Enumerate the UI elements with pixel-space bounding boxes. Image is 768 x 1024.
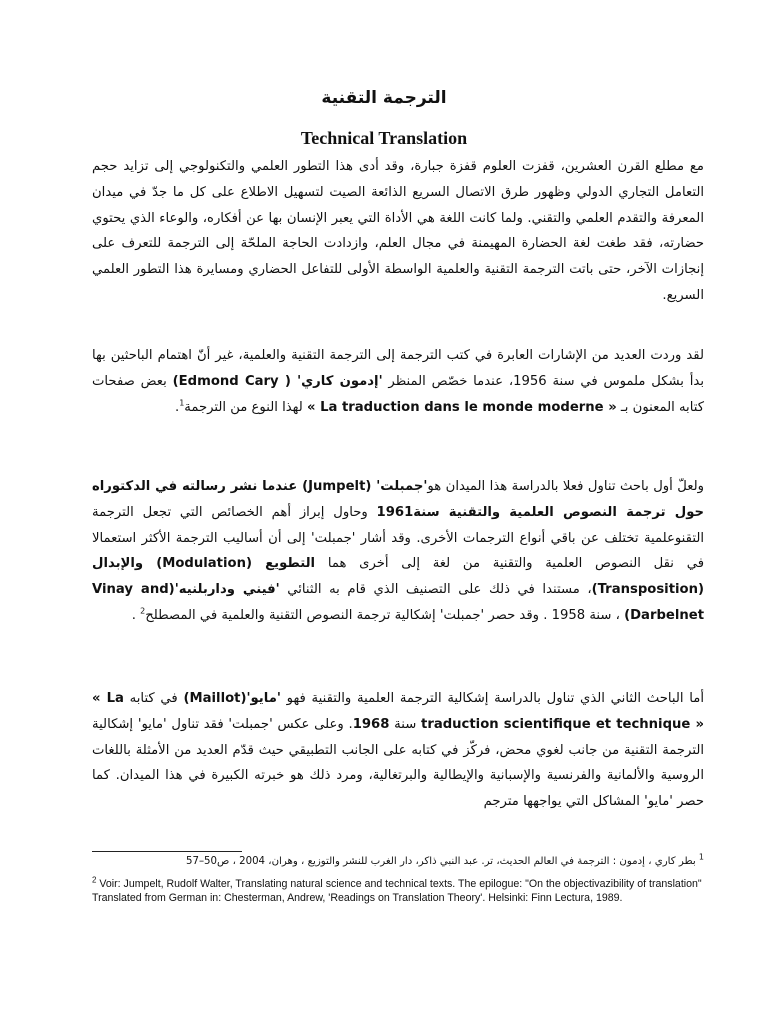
- paragraph-3-text-c: ، مستندا في ذلك على التصنيف الذي قام به الثنائي: [279, 582, 592, 598]
- author-jumpelt-thesis: 'جمبلت' (Jumpelt) عندما نشر رسالته في الدكتوراه حول ترجمة النصوص العلمية والتقنية سنة1961: [92, 479, 704, 520]
- page-title-english: Technical Translation: [300, 128, 468, 148]
- paragraph-3-text-b: وحاول إبراز أهم الخصائص التي تجعل الترجمة التقنوعلمية تختلف عن باقي أنواع الترجمات الأخرى. وقد أشار 'جمبلت' إلى أن أساليب الترجمة الأكثر استعمالا في نقل النصوص العلمية والتقنية من لغة إلى أخرى هما: [92, 504, 704, 572]
- author-cary-name: 'إدمون كاري' ( Edmond Cary): [172, 373, 383, 389]
- paragraph-2-text-c: لهذا النوع من الترجمة: [184, 399, 307, 415]
- paragraph-4-text-a: أما الباحث الثاني الذي تناول بالدراسة إشكالية الترجمة العلمية والتقنية فهو: [280, 691, 704, 706]
- book-title-cary: « La traduction dans le monde moderne »: [306, 399, 617, 415]
- paragraph-1: [92, 154, 704, 309]
- footnote-separator: [92, 851, 242, 852]
- paragraph-2-text-b: بعض صفحات كتابه المعنون بـ: [92, 373, 704, 415]
- year-1968: 1968: [352, 716, 390, 732]
- paragraph-2: [92, 343, 704, 420]
- authors-vinay-darbelnet: 'فيني وداربلنيه'(Vinay and Darbelnet): [92, 582, 704, 623]
- footnote-1-text: بطر كاري ، إدمون : الترجمة في العالم الحديث، تر. عبد النبي ذاكر، دار الغرب للنشر والتوزيع ، وهران، 2004 ، ص50–57: [185, 856, 699, 867]
- footnote-1: [92, 852, 704, 869]
- paragraph-3-text-e: .: [131, 607, 141, 623]
- paragraph-2-text-d: .: [174, 399, 180, 415]
- book-title-maillot: « La traduction scientifique et technique »: [92, 691, 705, 732]
- author-maillot-name: 'مايو'(Maillot): [183, 691, 281, 706]
- paragraph-3: [92, 474, 704, 629]
- paragraph-4-text-b: في كتابه: [123, 691, 184, 706]
- footnote-1-number: 1: [698, 852, 704, 862]
- paragraph-2-text-a: لقد وردت العديد من الإشارات العابرة في كتب الترجمة إلى الترجمة التقنية والعلمية، غير أنّ اهتمام الباحثين بها بدأ بشكل ملموس في سنة 1956، عندما خصّص المنظر: [92, 348, 705, 389]
- paragraph-4-text-c: سنة: [389, 716, 422, 732]
- methods-modulation-transposition: التطويع (Modulation) والإبدال (Transposition): [92, 556, 704, 598]
- footnote-ref-2[interactable]: 2: [140, 606, 146, 616]
- paragraph-3-text-d: ، سنة 1958 . وقد حصر 'جمبلت' إشكالية ترجمة النصوص التقنية والعلمية في المصطلح: [145, 607, 625, 623]
- footnote-2: [92, 877, 704, 905]
- footnote-ref-1[interactable]: 1: [179, 398, 185, 408]
- footnote-2-text: Voir: Jumpelt, Rudolf Walter, Translating natural science and technical texts. The epilogue: "On the objectivazibility of translation" Translated from German in: Chesterman, Andrew, 'Readings on Translation Theory'. Helsinki: Finn Lectura, 1989.: [92, 878, 702, 904]
- page-title-arabic: الترجمة التقنية: [321, 88, 447, 108]
- paragraph-3-text-a: ولعلّ أول باحث تناول فعلا بالدراسة هذا الميدان هو: [427, 479, 705, 494]
- paragraph-4: [92, 686, 704, 815]
- footnote-2-number: 2: [92, 875, 97, 885]
- paragraph-1-text: مع مطلع القرن العشرين، قفزت العلوم قفزة جبارة، وقد أدى هذا التطور العلمي والتكنولوجي إلى تزايد حجم التعامل التجاري الدولي وظهور طرق الاتصال السريع الذائعة الصيت لتسهيل الاطلاع على كل ما جدّ في ميدان المعرفة والتقدم العلمي والتقني. ولما كانت اللغة هي الأداة التي يعبر الإنسان بها عن أفكاره، والوعاء الذي يحتوي حضارته، فقد طغت لغة الحضارة المهيمنة في مجال العلم، وازدادت الحاجة الملحّة إلى الترجمة للتعرف على إنجازات الآخر، حتى باتت الترجمة التقنية والعلمية الواسطة الأولى للتفاعل الحضاري ومسايرة هذا التطور العلمي السريع.: [92, 159, 704, 303]
- paragraph-4-text-d: . وعلى عكس 'جمبلت' فقد تناول 'مايو' إشكالية الترجمة التقنية من جانب لغوي محض، فركّز في كتابه على الجانب التطبيقي حيث قدّم العديد من الأمثلة باللغات الروسية والألمانية والفرنسية والإسبانية والإيطالية والبرتغالية، ومرد ذلك هو خبرته الكبيرة في هذا الميدان. كما حصر 'مايو' المشاكل التي يواجهها مترجم: [92, 716, 704, 810]
